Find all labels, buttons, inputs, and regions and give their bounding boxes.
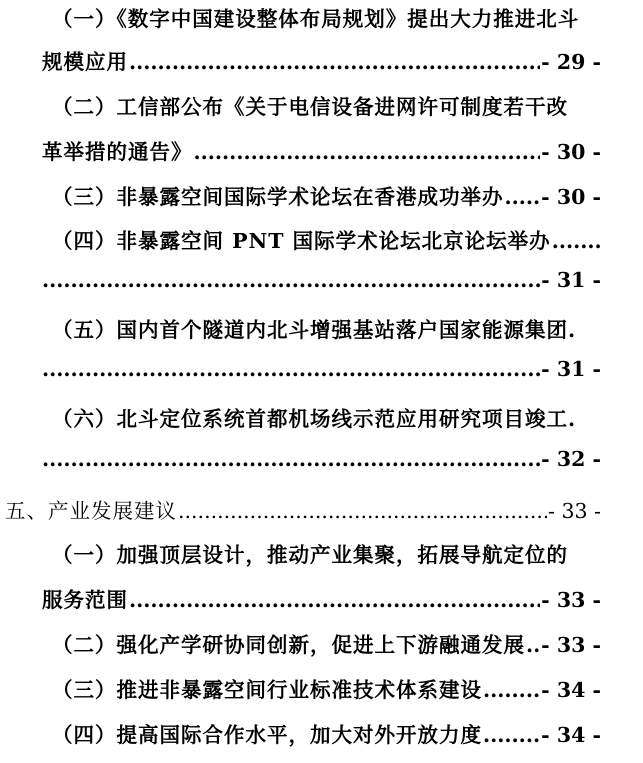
toc-page-number: - 31 - — [541, 268, 601, 292]
dot-leader — [42, 268, 540, 292]
toc-entry-line[interactable] — [0, 538, 643, 572]
toc-entry-title: （一）《数字中国建设整体布局规划》提出大力推进北斗 — [52, 7, 580, 31]
toc-entry-title: （三）非暴露空间国际学术论坛在香港成功举办 — [52, 185, 504, 209]
toc-page-number: - 30 - — [541, 185, 601, 209]
toc-entry-title: （四）提高国际合作水平，加大对外开放力度 — [52, 723, 482, 747]
toc-entry-title: （三）推进非暴露空间行业标准技术体系建设 — [52, 678, 482, 702]
toc-entry-line[interactable] — [0, 90, 643, 124]
toc-entry-line[interactable] — [0, 357, 643, 391]
dot-leader — [194, 140, 541, 164]
toc-page-number: - 30 - — [541, 140, 601, 164]
dot-leader — [178, 499, 547, 523]
toc-page-number: - 33 - — [548, 499, 601, 523]
toc-page-number: - 32 - — [541, 447, 601, 471]
toc-entry-title: （一）加强顶层设计，推动产业集聚，拓展导航定位的 — [52, 543, 568, 567]
dot-leader — [129, 50, 540, 74]
toc-entry-line[interactable] — [0, 135, 643, 169]
toc-page-number: - 34 - — [541, 678, 601, 702]
toc-page-number: - 34 - — [541, 723, 601, 747]
toc-entry-line[interactable] — [0, 673, 643, 707]
toc-entry-line[interactable] — [0, 2, 643, 36]
toc-section-title: 五、产业发展建议 — [5, 499, 177, 523]
toc-page-number: - 33 - — [541, 588, 601, 612]
toc-entry-line[interactable] — [0, 718, 643, 752]
toc-entry-line[interactable] — [0, 180, 643, 214]
toc-page-number: - 29 - — [541, 50, 601, 74]
toc-entry-line[interactable] — [0, 224, 643, 258]
toc-entry-title: 服务范围 — [42, 588, 128, 612]
toc-entry-line[interactable] — [0, 628, 643, 662]
dot-leader — [505, 185, 541, 209]
toc-entry-line[interactable] — [0, 447, 643, 481]
toc-entry-title: （二）工信部公布《关于电信设备进网许可制度若干改 — [52, 95, 568, 119]
toc-entry-title: 规模应用 — [42, 50, 128, 74]
dot-leader — [129, 588, 540, 612]
toc-entry-title: （四）非暴露空间 PNT 国际学术论坛北京论坛举办 — [52, 229, 551, 253]
toc-entry-title: 革举措的通告》 — [42, 140, 193, 164]
toc-entry-title: （六）北斗定位系统首都机场线示范应用研究项目竣工. — [52, 407, 577, 431]
toc-entry-line[interactable] — [0, 583, 643, 617]
dot-leader — [483, 678, 540, 702]
toc-page-number: - 33 - — [541, 633, 601, 657]
toc-entry-line[interactable] — [0, 313, 643, 347]
toc-entry-title: （二）强化产学研协同创新，促进上下游融通发展 — [52, 633, 525, 657]
dot-leader — [526, 633, 540, 657]
dot-leader — [483, 723, 540, 747]
toc-section-line[interactable] — [0, 494, 643, 528]
dot-leader — [552, 229, 601, 253]
toc-entry-line[interactable] — [0, 268, 643, 302]
toc-entry-line[interactable] — [0, 402, 643, 436]
dot-leader — [42, 357, 540, 381]
toc-page-number: - 31 - — [541, 357, 601, 381]
toc-entry-title: （五）国内首个隧道内北斗增强基站落户国家能源集团. — [52, 318, 577, 342]
toc-entry-line[interactable] — [0, 45, 643, 79]
dot-leader — [42, 447, 540, 471]
